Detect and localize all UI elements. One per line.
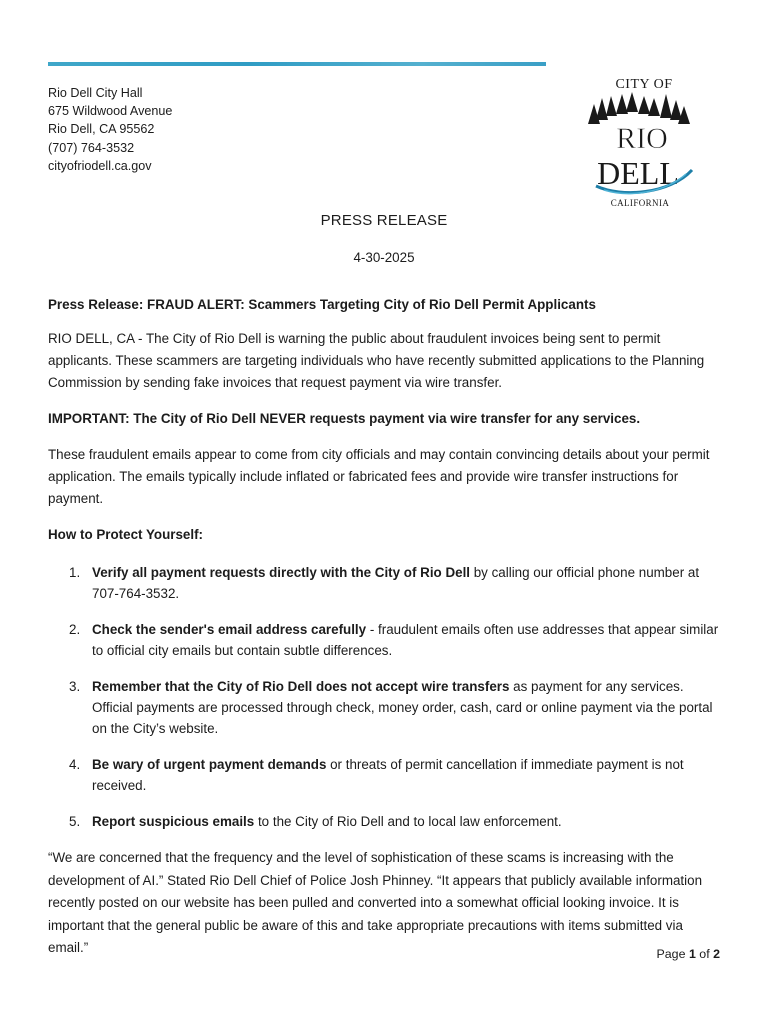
city-logo — [582, 74, 700, 210]
address-line-website: cityofriodell.ca.gov — [48, 158, 152, 173]
step-number: 2. — [69, 622, 81, 637]
step-text: to the City of Rio Dell and to local law enforcement. — [254, 814, 562, 829]
important-notice: IMPORTANT: The City of Rio Dell NEVER requests payment via wire transfer for any services. — [48, 411, 641, 426]
list-item — [48, 811, 724, 832]
step-number: 3. — [69, 679, 81, 694]
step-bold-text: Verify all payment requests directly with the City of Rio Dell — [92, 565, 471, 580]
logo-trees-icon — [588, 92, 690, 124]
intro-paragraph: RIO DELL, CA - The City of Rio Dell is warning the public about fraudulent invoices being sent to permit applicants. These scammers are targeting individuals who have recently submitted applications to the Planning Commission by sending fake invoices that request payment via wire transfer. — [48, 331, 705, 390]
address-line-street: 675 Wildwood Avenue — [48, 104, 173, 119]
protection-steps-list — [48, 562, 724, 832]
logo-word-dell: DELL — [597, 155, 679, 191]
step-bold-text: Check the sender's email address carefully — [92, 622, 367, 637]
step-bold-text: Remember that the City of Rio Dell does not accept wire transfers — [92, 679, 510, 694]
list-item — [48, 754, 724, 796]
address-line-phone: (707) 764-3532 — [48, 140, 135, 155]
list-item — [48, 619, 724, 661]
step-text: as payment for any services. Official payments are processed through check, money order, cash, card or online payment via the portal on the City’s website. — [92, 679, 713, 736]
step-number: 4. — [69, 757, 81, 772]
logo-top-text: CITY OF — [615, 77, 673, 92]
header-rule — [48, 62, 546, 66]
page-total: 2 — [713, 947, 720, 961]
details-paragraph: These fraudulent emails appear to come from city officials and may contain convincing details about your permit application. The emails typically include inflated or fabricated fees and provide wire transfer instructions for payment. — [48, 447, 710, 506]
step-text: - fraudulent emails often use addresses that appear similar to official city emails but contain subtle differences. — [92, 622, 719, 658]
step-bold-text: Be wary of urgent payment demands — [92, 757, 327, 772]
city-hall-address — [48, 84, 172, 175]
press-release-title: PRESS RELEASE — [320, 212, 448, 229]
release-date: 4-30-2025 — [353, 250, 415, 265]
step-text: by calling our official phone number at 707-764-3532. — [92, 565, 700, 601]
protect-yourself-heading: How to Protect Yourself: — [48, 527, 203, 542]
page-number — [657, 947, 720, 961]
logo-word-rio: RIO — [616, 122, 668, 155]
step-bold-text: Report suspicious emails — [92, 814, 255, 829]
list-item — [48, 676, 724, 739]
page-current: 1 — [688, 947, 696, 961]
address-line-city: Rio Dell, CA 95562 — [48, 122, 155, 137]
headline: Press Release: FRAUD ALERT: Scammers Targeting City of Rio Dell Permit Applicants — [48, 297, 596, 312]
page-of: of — [699, 947, 710, 961]
list-item — [48, 562, 724, 604]
step-number: 5. — [69, 814, 81, 829]
step-number: 1. — [69, 565, 81, 580]
press-release-body — [48, 294, 724, 974]
police-chief-quote: “We are concerned that the frequency and the level of sophistication of these scams is increasing with the development of AI.” Stated Rio Dell Chief of Police Josh Phinney. “It appears that publicly available information recently posted on our website has been pulled and converted into a somewhat official looking invoice. It is important that the general public be aware of this and take appropriate precautions with items submitted via email.” — [48, 850, 703, 955]
page-label: Page — [656, 947, 686, 961]
logo-bottom-text: CALIFORNIA — [610, 198, 670, 208]
address-line-name: Rio Dell City Hall — [48, 86, 143, 100]
step-text: or threats of permit cancellation if immediate payment is not received. — [92, 757, 684, 793]
